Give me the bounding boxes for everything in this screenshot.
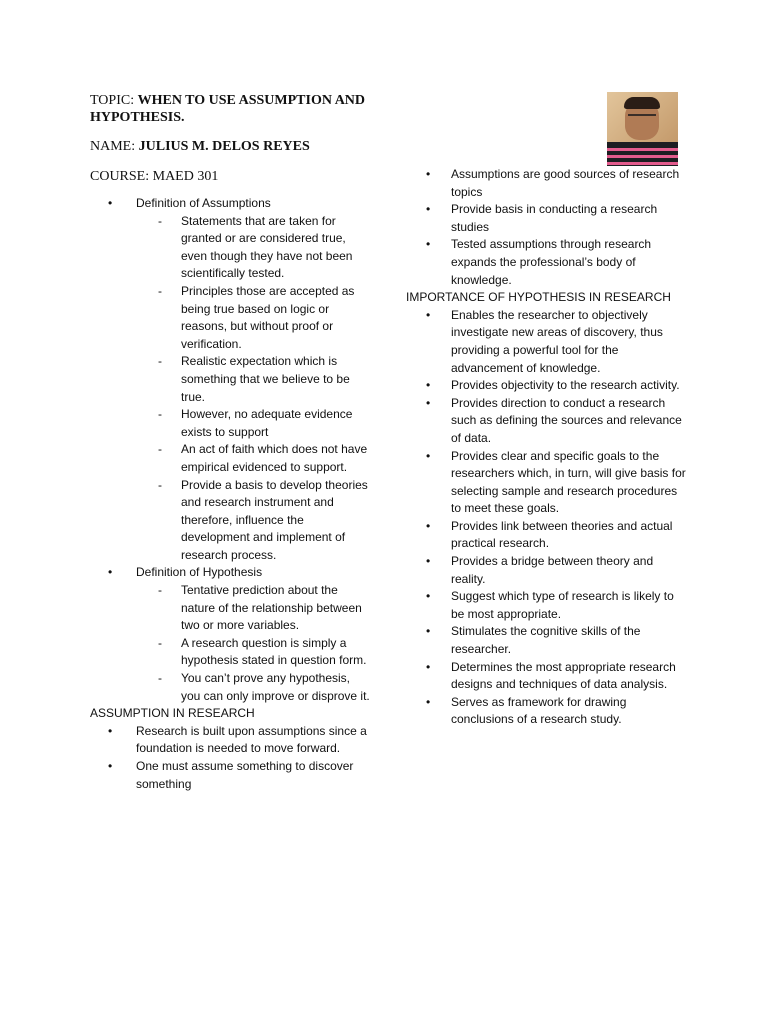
document-header — [90, 92, 390, 168]
hypothesis-definition-item-text: You can’t prove any hypothesis, you can only improve or disprove it. — [181, 671, 370, 703]
assumption-benefit-item-text: Assumptions are good sources of research topics — [451, 167, 680, 199]
left-column — [90, 195, 370, 793]
assumption-benefit-item — [406, 166, 686, 201]
importance-item-text: Provides clear and specific goals to the researchers which, in turn, will give basis for selecting sample and research procedures to meet these goals. — [451, 448, 686, 516]
def-hypothesis-bullet — [90, 564, 370, 582]
assumption-definition-item — [90, 477, 370, 565]
course-line: COURSE: MAED 301 — [90, 169, 219, 184]
importance-item — [406, 377, 686, 395]
dash-icon: - — [158, 213, 162, 228]
importance-item-text: Provides objectivity to the research activity. — [451, 378, 680, 393]
bullet-icon: • — [108, 565, 113, 580]
hypothesis-definition-item — [90, 670, 370, 705]
assumption-definition-item — [90, 283, 370, 353]
assumption-in-research-heading: ASSUMPTION IN RESEARCH — [90, 706, 255, 721]
bullet-icon: • — [426, 378, 431, 393]
assumption-definition-item-text: Provide a basis to develop theories and research instrument and therefore, influence the development and implement of research process. — [181, 477, 368, 562]
bullet-icon: • — [426, 518, 431, 533]
dash-icon: - — [158, 635, 162, 650]
assumption-definition-item-text: However, no adequate evidence exists to support — [181, 407, 353, 439]
assumption-definition-item-text: Principles those are accepted as being true based on logic or reasons, but without proof or verification. — [181, 283, 355, 351]
bullet-icon: • — [426, 554, 431, 569]
importance-item-text: Stimulates the cognitive skills of the researcher. — [451, 624, 641, 657]
assumption-definition-item — [90, 353, 370, 406]
def-assumptions-list — [90, 213, 370, 565]
importance-item — [406, 588, 686, 623]
bullet-icon: • — [426, 395, 431, 410]
assumption-definition-item — [90, 406, 370, 441]
def-assumptions-title: Definition of Assumptions — [136, 196, 271, 210]
importance-item — [406, 694, 686, 729]
importance-item — [406, 518, 686, 553]
assumption-research-item — [90, 758, 370, 793]
importance-item — [406, 553, 686, 588]
assumption-benefit-item-text: Provide basis in conducting a research studies — [451, 202, 658, 234]
importance-item-text: Serves as framework for drawing conclusions of a research study. — [451, 694, 627, 727]
def-hypothesis-title: Definition of Hypothesis — [136, 565, 263, 580]
assumption-benefit-item-text: Tested assumptions through research expands the professional’s body of knowledge. — [451, 237, 652, 287]
assumption-definition-item — [90, 441, 370, 476]
dash-icon: - — [158, 407, 162, 422]
assumption-research-item — [90, 723, 370, 758]
importance-list — [406, 307, 686, 729]
assumption-benefit-item — [406, 236, 686, 289]
bullet-icon: • — [108, 196, 113, 210]
bullet-icon: • — [426, 448, 431, 463]
bullet-icon: • — [426, 624, 431, 639]
importance-item-text: Suggest which type of research is likely to be most appropriate. — [451, 589, 674, 621]
importance-item — [406, 395, 686, 448]
author-photo — [607, 92, 678, 166]
importance-item-text: Determines the most appropriate research designs and techniques of data analysis. — [451, 659, 676, 692]
importance-item — [406, 448, 686, 518]
bullet-icon: • — [426, 237, 431, 252]
bullet-icon: • — [426, 694, 431, 709]
def-assumptions-bullet — [90, 195, 370, 213]
dash-icon: - — [158, 283, 162, 298]
assumption-definition-item-text: An act of faith which does not have empirical evidenced to support. — [181, 442, 368, 474]
name-value: JULIUS M. DELOS REYES — [138, 139, 310, 154]
right-column — [406, 166, 686, 729]
bullet-icon: • — [426, 589, 431, 604]
topic-value: WHEN TO USE ASSUMPTION AND HYPOTHESIS. — [90, 93, 366, 125]
importance-item-text: Provides direction to conduct a research such as defining the sources and relevance of data. — [451, 395, 682, 445]
assumption-in-research-list — [90, 723, 370, 793]
assumption-benefits-list — [406, 166, 686, 289]
bullet-icon: • — [426, 659, 431, 674]
dash-icon: - — [158, 354, 162, 369]
assumption-research-item-text: One must assume something to discover something — [136, 759, 354, 791]
bullet-icon: • — [426, 202, 431, 217]
importance-item-text: Enables the researcher to objectively investigate new areas of discovery, thus providing a powerful tool for the advancement of knowledge. — [451, 307, 663, 375]
importance-item — [406, 307, 686, 377]
dash-icon: - — [158, 583, 162, 598]
importance-item-text: Provides a bridge between theory and reality. — [451, 554, 654, 586]
bullet-icon: • — [108, 759, 113, 773]
hypothesis-definition-item-text: A research question is simply a hypothesis stated in question form. — [181, 635, 367, 668]
dash-icon: - — [158, 442, 162, 457]
bullet-icon: • — [426, 167, 431, 181]
name-label: NAME: — [90, 139, 139, 154]
assumption-research-item-text: Research is built upon assumptions since a foundation is needed to move forward. — [136, 723, 367, 756]
bullet-icon: • — [108, 723, 113, 738]
topic-label: TOPIC: — [90, 93, 138, 108]
assumption-benefit-item — [406, 201, 686, 236]
importance-item — [406, 659, 686, 694]
name-line — [90, 138, 390, 155]
assumption-definition-item — [90, 213, 370, 283]
importance-heading: IMPORTANCE OF HYPOTHESIS IN RESEARCH — [406, 290, 671, 305]
bullet-icon: • — [426, 307, 431, 322]
assumption-definition-item-text: Realistic expectation which is something that we believe to be true. — [181, 354, 350, 404]
importance-item-text: Provides link between theories and actual practical research. — [451, 518, 673, 551]
dash-icon: - — [158, 477, 162, 492]
assumption-definition-item-text: Statements that are taken for granted or are considered true, even though they have not been scientifically tested. — [181, 213, 353, 281]
importance-item — [406, 623, 686, 658]
topic-line — [90, 92, 390, 126]
dash-icon: - — [158, 671, 162, 686]
hypothesis-definition-item-text: Tentative prediction about the nature of the relationship between two or more variables. — [181, 583, 362, 633]
def-hypothesis-list — [90, 582, 370, 705]
hypothesis-definition-item — [90, 635, 370, 670]
hypothesis-definition-item — [90, 582, 370, 635]
